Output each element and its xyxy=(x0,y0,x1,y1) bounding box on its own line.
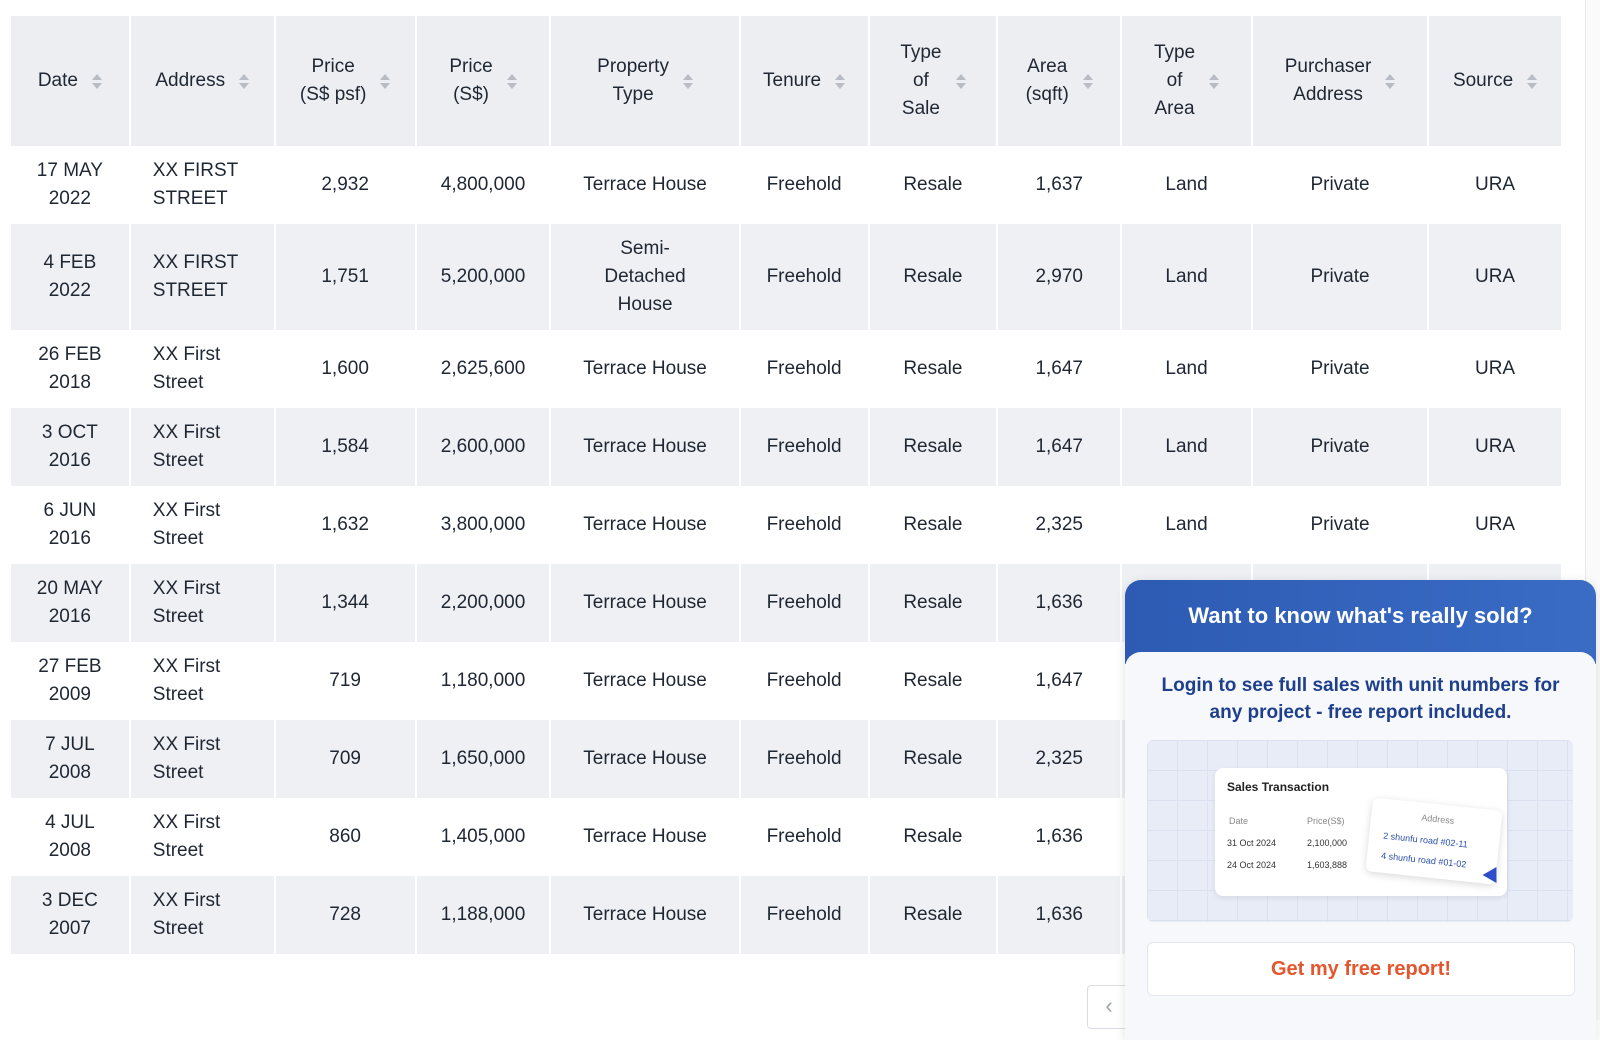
cell-property-type xyxy=(550,224,739,330)
cell-price: 1,188,000 xyxy=(416,876,551,954)
cell-line: 2016 xyxy=(48,528,92,549)
column-header-label xyxy=(1285,53,1372,109)
header-label-line: (S$) xyxy=(453,84,489,105)
cell-date xyxy=(11,720,130,798)
header-label-line: Purchaser xyxy=(1284,56,1372,77)
popup-title: Want to know what's really sold? xyxy=(1125,580,1596,664)
cell-line: Terrace House xyxy=(583,592,707,613)
cell-type-of-sale: Resale xyxy=(869,486,998,564)
preview-cell: 24 Oct 2024 xyxy=(1227,860,1277,870)
cell-line: Terrace House xyxy=(583,826,707,847)
cell-line: 2008 xyxy=(48,840,92,861)
cell-type-of-sale: Resale xyxy=(869,330,998,408)
cell-type-of-area: Land xyxy=(1121,486,1252,564)
cell-price-psf: 1,751 xyxy=(275,224,416,330)
cell-area: 1,647 xyxy=(997,642,1121,720)
cell-tenure: Freehold xyxy=(740,486,869,564)
sort-icon[interactable] xyxy=(1083,74,1093,89)
cell-source: URA xyxy=(1474,174,1516,195)
cell-date xyxy=(11,330,130,408)
cell-price: 2,200,000 xyxy=(416,564,551,642)
cell-line: 26 FEB xyxy=(38,344,102,365)
cell-type-of-area: Land xyxy=(1121,224,1252,330)
cell-type-of-area: Land xyxy=(1121,330,1252,408)
login-promo-popup xyxy=(1125,580,1596,1040)
column-header-source[interactable] xyxy=(1428,16,1561,146)
cell-price-psf: 1,600 xyxy=(275,330,416,408)
column-header-tenure[interactable] xyxy=(740,16,869,146)
header-label-line: Area xyxy=(1154,98,1195,119)
cell-line: Street xyxy=(152,918,204,939)
preview-header-date: Date xyxy=(1229,816,1249,826)
header-label-line: Date xyxy=(37,70,78,91)
sales-preview-image xyxy=(1147,740,1573,922)
cell-line: XX First xyxy=(152,812,221,833)
cell-property-type xyxy=(550,876,739,954)
cell-address xyxy=(130,330,275,408)
sort-icon[interactable] xyxy=(956,74,966,89)
cell-line: 4 FEB xyxy=(43,252,97,273)
cell-type-of-sale: Resale xyxy=(869,224,998,330)
cell-line: XX FIRST xyxy=(152,160,239,181)
cell-line: XX First xyxy=(152,578,221,599)
column-header-label xyxy=(300,53,367,109)
preview-title: Sales Transaction xyxy=(1227,780,1330,794)
column-header-type-of-sale[interactable] xyxy=(869,16,998,146)
cell-address xyxy=(130,564,275,642)
sort-icon[interactable] xyxy=(380,74,390,89)
cell-address xyxy=(130,224,275,330)
column-header-price[interactable] xyxy=(416,16,551,146)
cell-property-type xyxy=(550,330,739,408)
column-header-date[interactable] xyxy=(11,16,130,146)
cell-line: Street xyxy=(152,684,204,705)
cell-date xyxy=(11,486,130,564)
cell-area: 1,636 xyxy=(997,564,1121,642)
cell-line: Street xyxy=(152,450,204,471)
cell-line: 2016 xyxy=(48,450,92,471)
cell-line: 2009 xyxy=(48,684,92,705)
sort-icon[interactable] xyxy=(1527,74,1537,89)
header-label-line: Address xyxy=(155,70,226,91)
column-header-label xyxy=(1154,39,1195,123)
cell-line: 17 MAY xyxy=(36,160,103,181)
cell-date xyxy=(11,642,130,720)
cell-line: STREET xyxy=(152,280,228,301)
cell-line: XX FIRST xyxy=(152,252,239,273)
preview-address-header: Address xyxy=(1420,812,1455,826)
sort-icon[interactable] xyxy=(239,74,249,89)
cell-address xyxy=(130,798,275,876)
cell-line: Terrace House xyxy=(583,514,707,535)
sort-icon[interactable] xyxy=(92,74,102,89)
preview-address-card xyxy=(1365,797,1502,884)
table-header xyxy=(11,16,1561,146)
cell-line: 3 OCT xyxy=(41,422,98,443)
sort-icon[interactable] xyxy=(683,74,693,89)
cell-line: STREET xyxy=(152,188,228,209)
cell-price: 2,600,000 xyxy=(416,408,551,486)
cell-line: XX First xyxy=(152,422,221,443)
header-row xyxy=(11,16,1561,146)
cell-line: 20 MAY xyxy=(36,578,103,599)
header-label-line: Type xyxy=(1153,42,1196,63)
cell-price-psf: 1,632 xyxy=(275,486,416,564)
cell-line: Terrace House xyxy=(583,436,707,457)
cell-line: Semi- xyxy=(620,238,670,259)
popup-body xyxy=(1125,652,1596,1040)
cell-line: Terrace House xyxy=(583,358,707,379)
cell-line: Street xyxy=(152,372,204,393)
cell-address xyxy=(130,720,275,798)
cell-property-type xyxy=(550,564,739,642)
cell-area: 2,970 xyxy=(997,224,1121,330)
column-header-label xyxy=(900,39,941,123)
preview-header-price: Price(S$) xyxy=(1307,816,1345,826)
cell-date xyxy=(11,408,130,486)
cell-line: Terrace House xyxy=(583,670,707,691)
header-label-line: (S$ psf) xyxy=(299,84,367,105)
get-free-report-button[interactable]: Get my free report! xyxy=(1147,942,1575,996)
cell-type-of-sale: Resale xyxy=(869,720,998,798)
cell-line: 27 FEB xyxy=(38,656,102,677)
cell-address xyxy=(130,876,275,954)
cell-address xyxy=(130,146,275,224)
cell-type-of-sale: Resale xyxy=(869,146,998,224)
header-label-line: Source xyxy=(1452,70,1514,91)
cell-type-of-sale: Resale xyxy=(869,408,998,486)
cell-price: 1,650,000 xyxy=(416,720,551,798)
cell-area: 1,647 xyxy=(997,408,1121,486)
cell-area: 1,637 xyxy=(997,146,1121,224)
cell-purchaser-address: Private xyxy=(1252,408,1428,486)
cell-price-psf: 1,584 xyxy=(275,408,416,486)
cell-source: URA xyxy=(1474,436,1516,457)
cell-type-of-sale: Resale xyxy=(869,798,998,876)
cell-line: Detached xyxy=(604,266,686,287)
cell-price-psf: 1,344 xyxy=(275,564,416,642)
header-label-line: Tenure xyxy=(763,70,822,91)
cell-tenure: Freehold xyxy=(740,564,869,642)
cell-purchaser-address: Private xyxy=(1252,224,1428,330)
column-header-property-type[interactable] xyxy=(550,16,739,146)
cell-area: 1,636 xyxy=(997,798,1121,876)
cell-property-type xyxy=(550,486,739,564)
cell-source: URA xyxy=(1474,358,1516,379)
header-label-line: Type xyxy=(900,42,942,63)
header-label-line: Address xyxy=(1293,84,1363,105)
cell-type-of-sale: Resale xyxy=(869,642,998,720)
preview-cell: 1,603,888 xyxy=(1307,860,1348,870)
cell-line: Street xyxy=(152,840,204,861)
cell-property-type xyxy=(550,798,739,876)
cell-source: URA xyxy=(1474,266,1516,287)
popup-message: Login to see full sales with unit numbers for any project - free report included. xyxy=(1161,675,1560,723)
column-header-price-psf[interactable] xyxy=(275,16,416,146)
header-label-line: Price xyxy=(311,56,355,77)
table-row xyxy=(11,146,1561,224)
cell-area: 2,325 xyxy=(997,486,1121,564)
cell-purchaser-address: Private xyxy=(1252,486,1428,564)
header-label-line: Property xyxy=(597,56,669,77)
cell-price: 2,625,600 xyxy=(416,330,551,408)
column-header-label xyxy=(449,53,492,109)
cell-price: 1,180,000 xyxy=(416,642,551,720)
cell-area: 2,325 xyxy=(997,720,1121,798)
header-label-line: Price xyxy=(449,56,493,77)
cell-purchaser-address: Private xyxy=(1252,146,1428,224)
cell-line: 2018 xyxy=(48,372,92,393)
sort-icon[interactable] xyxy=(507,74,517,89)
cell-type-of-sale: Resale xyxy=(869,876,998,954)
cell-line: Terrace House xyxy=(583,748,707,769)
column-header-purchaser-address[interactable] xyxy=(1252,16,1428,146)
cell-date xyxy=(11,224,130,330)
header-label-line: Area xyxy=(1027,56,1068,77)
cell-price: 1,405,000 xyxy=(416,798,551,876)
cell-area: 1,647 xyxy=(997,330,1121,408)
table-row xyxy=(11,486,1561,564)
cell-line: 2016 xyxy=(48,606,92,627)
cell-tenure: Freehold xyxy=(740,146,869,224)
cell-line: 2007 xyxy=(48,918,92,939)
cell-date xyxy=(11,876,130,954)
cell-line: Terrace House xyxy=(583,904,707,925)
cell-line: 2022 xyxy=(48,280,92,301)
cell-price-psf: 709 xyxy=(275,720,416,798)
cell-area: 1,636 xyxy=(997,876,1121,954)
column-header-label xyxy=(155,67,225,95)
sort-icon[interactable] xyxy=(835,74,845,89)
preview-cell: 31 Oct 2024 xyxy=(1227,838,1277,848)
cell-property-type xyxy=(550,408,739,486)
column-header-label xyxy=(1026,53,1069,109)
cell-price: 4,800,000 xyxy=(416,146,551,224)
sort-icon[interactable] xyxy=(1385,74,1395,89)
cell-property-type xyxy=(550,146,739,224)
cell-date xyxy=(11,146,130,224)
cell-line: 2022 xyxy=(48,188,92,209)
cell-tenure: Freehold xyxy=(740,330,869,408)
column-header-label xyxy=(763,67,821,95)
cell-line: 2008 xyxy=(48,762,92,783)
cell-price-psf: 2,932 xyxy=(275,146,416,224)
cell-line: XX First xyxy=(152,890,221,911)
cell-date xyxy=(11,798,130,876)
table-row xyxy=(11,408,1561,486)
cell-address xyxy=(130,486,275,564)
cell-price-psf: 719 xyxy=(275,642,416,720)
header-label-line: of xyxy=(1166,70,1183,91)
cell-line: House xyxy=(617,294,673,315)
cell-type-of-area: Land xyxy=(1121,146,1252,224)
cell-purchaser-address: Private xyxy=(1252,330,1428,408)
cell-line: 6 JUN xyxy=(43,500,97,521)
header-label-line: of xyxy=(912,70,929,91)
cell-line: XX First xyxy=(152,734,221,755)
cell-tenure: Freehold xyxy=(740,224,869,330)
cell-line: Street xyxy=(152,762,204,783)
table-row xyxy=(11,330,1561,408)
cell-tenure: Freehold xyxy=(740,876,869,954)
cell-price: 3,800,000 xyxy=(416,486,551,564)
column-header-label xyxy=(597,53,669,109)
cell-source: URA xyxy=(1474,514,1516,535)
cell-price: 5,200,000 xyxy=(416,224,551,330)
cell-line: XX First xyxy=(152,344,221,365)
cell-price-psf: 860 xyxy=(275,798,416,876)
preview-address: 2 shunfu road #02-11 xyxy=(1382,830,1469,850)
column-header-label xyxy=(1453,67,1513,95)
cell-line: 3 DEC xyxy=(41,890,98,911)
cell-type-of-area: Land xyxy=(1121,408,1252,486)
cell-line: Terrace House xyxy=(583,174,707,195)
cell-address xyxy=(130,642,275,720)
preview-address: 4 shunfu road #01-02 xyxy=(1380,850,1467,870)
sort-icon[interactable] xyxy=(1209,74,1219,89)
column-header-label xyxy=(38,67,78,95)
cell-line: Street xyxy=(152,528,204,549)
column-header-address[interactable] xyxy=(130,16,275,146)
cell-line: 4 JUL xyxy=(45,812,95,833)
header-label-line: Sale xyxy=(901,98,940,119)
cell-address xyxy=(130,408,275,486)
cell-tenure: Freehold xyxy=(740,720,869,798)
cell-price-psf: 728 xyxy=(275,876,416,954)
table-row xyxy=(11,224,1561,330)
cell-property-type xyxy=(550,642,739,720)
cell-date xyxy=(11,564,130,642)
pagination-prev-button[interactable]: ‹ xyxy=(1087,985,1131,1029)
cell-property-type xyxy=(550,720,739,798)
cell-line: Street xyxy=(152,606,204,627)
cell-line: XX First xyxy=(152,656,221,677)
preview-cell: 2,100,000 xyxy=(1307,838,1348,848)
cell-tenure: Freehold xyxy=(740,408,869,486)
cell-line: 7 JUL xyxy=(45,734,95,755)
column-header-type-of-area[interactable] xyxy=(1121,16,1252,146)
cell-tenure: Freehold xyxy=(740,798,869,876)
column-header-area[interactable] xyxy=(997,16,1121,146)
header-label-line: Type xyxy=(612,84,654,105)
cell-type-of-sale: Resale xyxy=(869,564,998,642)
cell-line: XX First xyxy=(152,500,221,521)
header-label-line: (sqft) xyxy=(1025,84,1069,105)
cell-tenure: Freehold xyxy=(740,642,869,720)
